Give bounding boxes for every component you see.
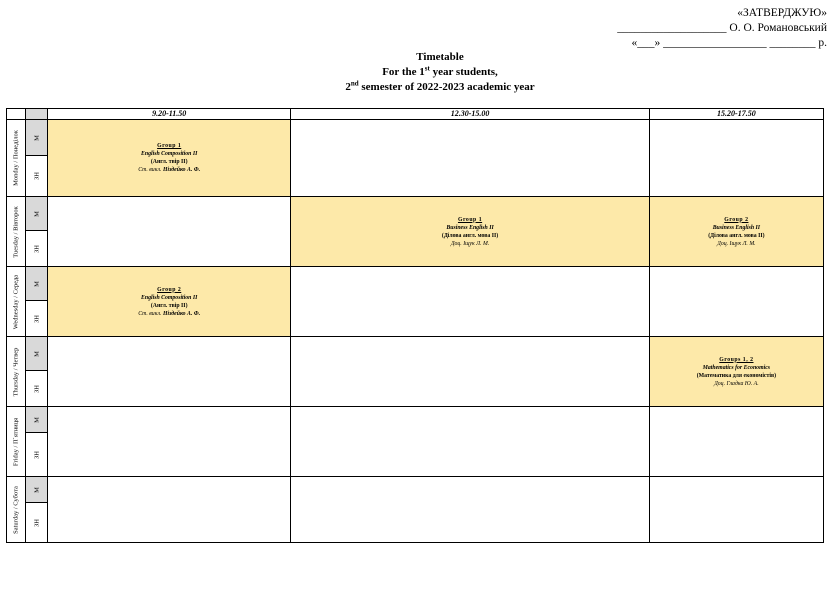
day-cell-saturday (7, 477, 26, 543)
week-numerator (26, 197, 48, 231)
slot-header-3: 15.20-17.50 (649, 109, 823, 120)
day-label-friday: Friday / П`ятниця (12, 417, 20, 466)
approval-heading: «ЗАТВЕРДЖУЮ» (737, 7, 827, 19)
title-line-3 (0, 80, 837, 95)
lesson-cell[interactable] (48, 267, 291, 337)
day-label-saturday: Saturday / Субота (12, 485, 20, 534)
week-numerator-label: М (33, 416, 41, 423)
week-numerator-label: М (33, 486, 41, 493)
title-line-2-sup: st (424, 64, 430, 73)
approval-signature-line: ___________________ О. О. Романовський (617, 22, 827, 34)
title-line-3-sup: nd (350, 79, 359, 88)
lesson-teacher (650, 380, 823, 388)
title-line-2-rest: year students, (429, 66, 498, 78)
lesson-cell[interactable] (48, 120, 291, 197)
day-cell-thursday (7, 337, 26, 407)
week-numerator (26, 337, 48, 371)
lesson-subject: Business English II (446, 224, 494, 231)
day-cell-monday (7, 120, 26, 197)
teacher-name: Іщук Л. М. (463, 240, 490, 247)
week-denominator (26, 231, 48, 267)
lesson-cell[interactable] (649, 197, 823, 267)
lesson-cell-empty[interactable] (48, 407, 291, 477)
lesson-subject-ua: (Математика для економістів) (696, 372, 777, 379)
lesson-cell-empty[interactable] (291, 407, 649, 477)
lesson-mon-1 (48, 142, 290, 174)
week-numerator (26, 267, 48, 301)
title-line-3-rest: semester of 2022-2023 academic year (358, 81, 535, 93)
lesson-wed-1 (48, 286, 290, 318)
lesson-teacher (650, 240, 823, 248)
teacher-name: Ніздейко А. Ф. (162, 167, 201, 173)
lesson-group: Groups 1, 2 (719, 356, 754, 363)
lesson-cell-empty[interactable] (291, 120, 649, 197)
teacher-name: Гладка Ю. А. (726, 380, 759, 387)
day-cell-friday (7, 407, 26, 477)
lesson-thu-3 (650, 356, 823, 388)
lesson-cell-empty[interactable] (649, 407, 823, 477)
lesson-subject-ua: (Ділова англ. мова II) (441, 232, 499, 239)
header-corner-week (26, 109, 48, 120)
week-numerator-label: М (33, 280, 41, 287)
day-row-saturday (7, 477, 824, 503)
week-denominator (26, 433, 48, 477)
week-denominator-label: ЗН (33, 314, 41, 323)
day-cell-wednesday (7, 267, 26, 337)
lesson-cell-empty[interactable] (649, 477, 823, 543)
week-numerator-label: М (33, 350, 41, 357)
approval-date-line: «___» __________________ ________ р. (631, 37, 827, 49)
title-line-3-text: 2 (345, 81, 351, 93)
lesson-cell-empty[interactable] (649, 267, 823, 337)
approval-block (617, 6, 827, 51)
lesson-subject: English Composition II (140, 294, 198, 301)
week-numerator-label: М (33, 134, 41, 141)
day-label-monday: Monday / Понеділок (12, 130, 20, 186)
title-line-2 (0, 65, 837, 80)
day-row-friday (7, 407, 824, 433)
lesson-cell-empty[interactable] (291, 477, 649, 543)
title-line-2-text: For the 1 (382, 66, 425, 78)
lesson-group: Group 2 (157, 286, 182, 293)
day-cell-tuesday (7, 197, 26, 267)
day-label-thursday: Thursday / Четвер (12, 347, 20, 396)
title-line-1: Timetable (416, 51, 464, 63)
week-numerator (26, 477, 48, 503)
lesson-subject-ua: (Англ. твір II) (150, 302, 188, 309)
week-denominator (26, 301, 48, 337)
day-label-tuesday: Tuesday / Вівторок (12, 205, 20, 258)
teacher-title: Доц. (450, 240, 462, 247)
day-row-tuesday (7, 197, 824, 231)
day-label-wednesday: Wednesday / Середа (12, 274, 20, 329)
slot-header-1: 9.20-11.50 (48, 109, 291, 120)
lesson-cell[interactable] (291, 197, 649, 267)
lesson-teacher (48, 166, 290, 174)
document-title (0, 50, 837, 95)
week-denominator (26, 156, 48, 197)
lesson-group: Group 1 (457, 216, 483, 223)
week-denominator-label: ЗН (33, 384, 41, 393)
lesson-subject: Business English II (712, 224, 761, 231)
lesson-group: Group 2 (724, 216, 749, 223)
week-numerator (26, 120, 48, 156)
lesson-teacher (48, 310, 290, 318)
lesson-cell-empty[interactable] (48, 197, 291, 267)
teacher-name: Іщук Л. М. (729, 240, 756, 247)
slot-header-2: 12.30-15.00 (291, 109, 649, 120)
day-row-monday (7, 120, 824, 156)
lesson-subject: Mathematics for Economics (702, 364, 771, 371)
lesson-cell-empty[interactable] (649, 120, 823, 197)
day-row-wednesday (7, 267, 824, 301)
timetable (6, 108, 824, 543)
week-numerator-label: М (33, 210, 41, 217)
teacher-title: Доц. (714, 380, 726, 387)
lesson-subject-ua: (Англ. твір II) (150, 159, 188, 165)
week-denominator (26, 503, 48, 543)
header-corner (7, 109, 26, 120)
lesson-subject-ua: (Ділова англ. мова II) (708, 232, 765, 239)
teacher-title: Ст. викл. (138, 310, 162, 317)
lesson-subject: English Composition II (140, 151, 198, 157)
week-denominator-label: ЗН (33, 172, 41, 180)
lesson-cell-empty[interactable] (48, 477, 291, 543)
week-denominator-label: ЗН (33, 518, 41, 527)
lesson-teacher (291, 240, 648, 248)
lesson-cell-empty[interactable] (48, 337, 291, 407)
lesson-tue-3 (650, 216, 823, 248)
teacher-title: Доц. (717, 240, 729, 247)
lesson-cell[interactable] (649, 337, 823, 407)
teacher-name: Ніздейко А. Ф. (162, 310, 201, 317)
week-denominator (26, 371, 48, 407)
lesson-group: Group 1 (157, 143, 182, 149)
day-row-thursday (7, 337, 824, 371)
teacher-title: Ст. викл. (138, 167, 162, 173)
week-denominator-label: ЗН (33, 450, 41, 459)
week-numerator (26, 407, 48, 433)
header-row (7, 109, 824, 120)
week-denominator-label: ЗН (33, 244, 41, 253)
lesson-tue-2 (291, 216, 648, 248)
lesson-cell-empty[interactable] (291, 267, 649, 337)
lesson-cell-empty[interactable] (291, 337, 649, 407)
